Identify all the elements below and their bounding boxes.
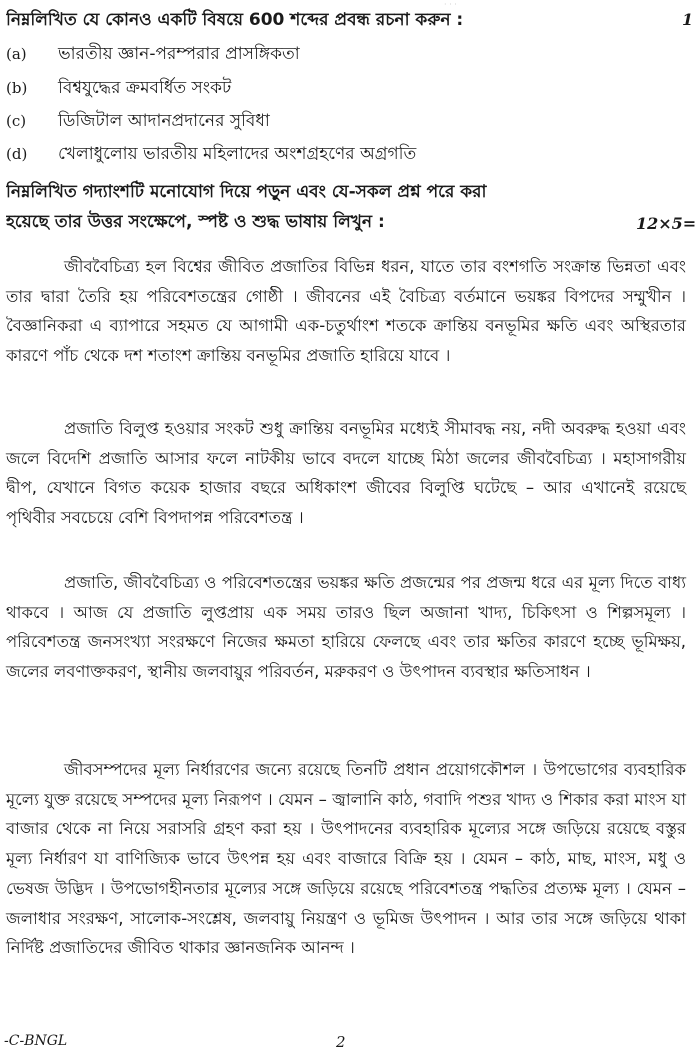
option-c	[6, 108, 686, 134]
option-b	[6, 75, 686, 101]
option-text: ভারতীয় জ্ঞান-পরম্পরার প্রাসঙ্গিকতা	[58, 44, 300, 64]
passage-paragraph-2: প্রজাতি বিলুপ্ত হওয়ার সংকট শুধু ক্রান্তিয় বনভূমির মধ্যেই সীমাবদ্ধ নয়, নদী অবরুদ্ধ হওয়া এবং জলে বিদেশি প্রজাতি আসার ফলে নাটকীয় ভাবে বদলে যাচ্ছে মিঠা জলের জীববৈচিত্র্য । মহাসাগরীয় দ্বীপ, যেখানে বিগত কয়েক হাজার বছরে অধিকাংশ জীবের বিলুপ্তি ঘটেছে – আর এখানেই রয়েছে পৃথিবীর সবচেয়ে বেশি বিপদাপন্ন পরিবেশতন্ত্র ।	[6, 419, 686, 528]
topic-instruction: নিম্নলিখিত যে কোনও একটি বিষয়ে 600 শব্দের প্রবন্ধ রচনা করুন :	[6, 10, 464, 30]
option-d	[6, 141, 686, 167]
option-label: (c)	[6, 112, 27, 130]
option-text: বিশ্বযুদ্ধের ক্রমবর্ধিত সংকট	[58, 78, 232, 98]
passage-instruction-line1: নিম্নলিখিত গদ্যাংশটি মনোযোগ দিয়ে পড়ুন এবং যে-সকল প্রশ্ন পরে করা	[6, 182, 487, 202]
passage-marks: 12×5=	[636, 214, 696, 233]
option-label: (d)	[6, 145, 28, 163]
option-a	[6, 41, 686, 67]
footer-paper-code: -C-BNGL	[4, 1033, 68, 1049]
option-text: খেলাধুলোয় ভারতীয় মহিলাদের অংশগ্রহণের অগ্রগতি	[58, 144, 417, 164]
passage-instruction-line2: হয়েছে তার উত্তর সংক্ষেপে, স্পষ্ট ও শুদ্ধ ভাষায় লিখুন :	[6, 212, 385, 232]
faint-bleed-through: · · ·	[444, 0, 457, 8]
passage-paragraph-4: জীবসম্পদের মূল্য নির্ধারণের জন্যে রয়েছে তিনটি প্রধান প্রয়োগকৌশল । উপভোগের ব্যবহারিক মূল্যে যুক্ত রয়েছে সম্পদের মূল্য নিরূপণ । যেমন – জ্বালানি কাঠ, গবাদি পশুর খাদ্য ও শিকার করা মাংস যা বাজার থেকে না নিয়ে সরাসরি গ্রহণ করা হয় । উৎপাদনের ব্যবহারিক মূল্যের সঙ্গে জড়িয়ে রয়েছে বস্তুর মূল্য নির্ধারণ যা বাণিজ্যিক ভাবে উৎপন্ন হয় এবং বাজারে বিক্রি হয় । যেমন – কাঠ, মাছ, মাংস, মধু ও ভেষজ উদ্ভিদ । উপভোগহীনতার মূল্যের সঙ্গে জড়িয়ে রয়েছে পরিবেশতন্ত্র পদ্ধতির প্রত্যক্ষ মূল্য । যেমন – জলাধার সংরক্ষণ, সালোক-সংশ্লেষ, জলবায়ু নিয়ন্ত্রণ ও ভূমিজ উৎপাদন । আর তার সঙ্গে জড়িয়ে থাকা নির্দিষ্ট প্রজাতিদের জীবিত থাকার জ্ঞানজনিক আনন্দ ।	[6, 760, 686, 958]
option-label: (b)	[6, 79, 28, 97]
topic-marks: 1	[682, 10, 694, 29]
option-label: (a)	[6, 45, 27, 63]
option-text: ডিজিটাল আদানপ্রদানের সুবিধা	[58, 111, 270, 131]
passage-paragraph-3: প্রজাতি, জীববৈচিত্র্য ও পরিবেশতন্ত্রের ভয়ঙ্কর ক্ষতি প্রজন্মের পর প্রজন্ম ধরে এর মূল্য দিতে বাধ্য থাকবে । আজ যে প্রজাতি লুপ্তপ্রায় এক সময় তারও ছিল অজানা খাদ্য, চিকিৎসা ও শিল্পসমূল্য । পরিবেশতন্ত্র জনসংখ্যা সংরক্ষণে নিজের ক্ষমতা হারিয়ে ফেলছে এবং তার ক্ষতির কারণে হচ্ছে ভূমিক্ষয়, জলের লবণাক্তকরণ, স্থানীয় জলবায়ুর পরিবর্তন, মরুকরণ ও উৎপাদন ব্যবস্থার ক্ষতিসাধন ।	[6, 573, 686, 682]
passage-paragraph-1: জীববৈচিত্র্য হল বিশ্বের জীবিত প্রজাতির বিভিন্ন ধরন, যাতে তার বংশগতি সংক্রান্ত ভিন্নতা এবং তার দ্বারা তৈরি হয় পরিবেশতন্ত্রের গোষ্ঠী । জীবনের এই বৈচিত্র্য বর্তমানে ভয়ঙ্কর বিপদের সম্মুখীন । বৈজ্ঞানিকরা এ ব্যাপারে সহমত যে আগামী এক-চতুর্থাংশ শতকে ক্রান্তিয় বনভূমির ক্ষতি এবং অস্থিরতার কারণে পাঁচ থেকে দশ শতাংশ ক্রান্তিয় বনভূমির প্রজাতি হারিয়ে যাবে ।	[6, 257, 686, 366]
page-number: 2	[336, 1033, 346, 1051]
